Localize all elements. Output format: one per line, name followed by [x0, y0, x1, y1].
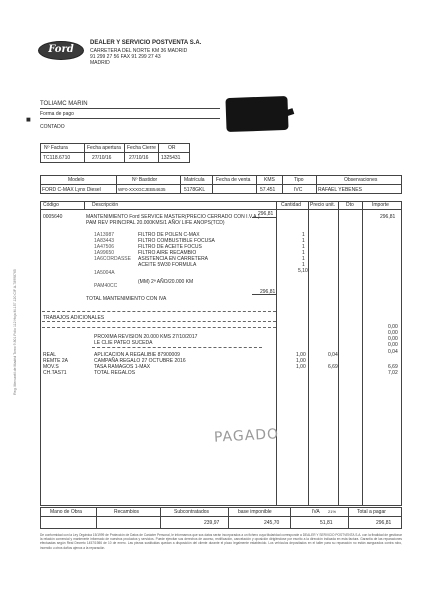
totals-header-base: base imponible: [238, 509, 272, 515]
part-row-code: 1A13987: [94, 232, 115, 238]
additional-item-desc: TOTAL REGALOS: [94, 370, 136, 376]
ford-logo: [38, 41, 84, 60]
meta-value-or: 1325431: [161, 155, 181, 161]
col-header-descripcion: Descripción: [92, 202, 119, 208]
part-row-code: 1A6CORDASSE: [94, 256, 131, 262]
totals-value-subcontratados: 239,97: [204, 520, 220, 526]
payment-label: Forma de pago: [40, 111, 74, 117]
additional-item-qty: 1,00: [296, 352, 306, 358]
ford-logo-text: Ford: [48, 44, 74, 55]
col-header-codigo: Código: [43, 202, 59, 208]
part-row-desc: ASISTENCIA EN CARRETERA: [138, 256, 209, 262]
additional-item-desc: TASA RAMAGOS 1-MAX: [94, 364, 151, 370]
vehicle-value-matricula: 5178GKL: [184, 187, 206, 193]
maintenance-total-label: TOTAL MANTENIMIENTO CON IVA: [86, 296, 167, 302]
additional-item-code: REMTE 2A: [43, 358, 69, 364]
meta-value-apertura: 27/10/16: [92, 155, 112, 161]
vehicle-value-bastidor: WF0-XXXGCJEB54635: [118, 187, 166, 192]
col-header-dto: Dto: [346, 202, 354, 208]
right-amount: 0,00: [388, 324, 398, 330]
col-header-precio: Precio unit.: [310, 202, 336, 208]
col-header-importe: Importe: [372, 202, 389, 208]
dealer-address-3: MADRID: [90, 60, 110, 66]
additional-item-code: MOV.S: [43, 364, 59, 370]
right-amount: 0,04: [388, 349, 398, 355]
right-amount: 0,00: [388, 330, 398, 336]
vehicle-header-observaciones: Observaciones: [344, 177, 378, 183]
part-row-qty: 5,10: [298, 268, 308, 274]
totals-iva-rate: 21%: [328, 509, 337, 514]
maintenance-note-desc: (MM) 2ª AÑO/20.000 KM: [138, 279, 194, 285]
dealer-header: [38, 38, 268, 74]
maintenance-code: 0005640: [43, 214, 63, 220]
part-row-qty: 1: [302, 262, 305, 268]
additional-title: TRABAJOS ADICIONALES: [43, 315, 105, 321]
meta-value-factura: TC118.6710: [43, 155, 71, 161]
part-row-desc: FILTRO DE ACEITE FOCUS: [138, 244, 202, 250]
footer-legal-text: De conformidad con la Ley Orgánica 15/1999 de Protección de Datos de Carácter Personal, le informamos que sus datos serán incorporados a un fichero cuya titularidad corresponde a DEALER Y SERVICIO POSTVENTA S.A. con la finalidad de gestionar la relación comercial y mantenerle informado de nuestros productos y servicios. Puede ejercitar sus derechos de acceso, rectificación, cancelación y oposición dirigiéndose por escrito a la dirección indicada en esta factura. Garantía de las reparaciones efectuadas según Real Decreto 1457/1986 de 10 de enero. Las piezas sustituidas quedan a disposición del cliente durante el plazo legalmente establecido. Los vehículos depositados en el taller para su reparación no están asegurados contra robo, incendio u otros daños ajenos a la reparación.: [40, 533, 402, 550]
part-row-desc: FILTRO AIRE RECAMBIO: [138, 250, 197, 256]
paid-stamp: PAGADO: [213, 426, 280, 446]
additional-item-amount: 6,69: [388, 364, 398, 370]
totals-header-total: Total a pagar: [357, 509, 386, 515]
maintenance-total-value: 296,81: [260, 289, 276, 295]
maintenance-title-price: 296,81: [258, 211, 274, 217]
totals-header-subcontratados: Subcontratados: [174, 509, 210, 515]
right-amount: 0,00: [388, 342, 398, 348]
client-name: TOLIAMC MARIN: [40, 101, 88, 107]
right-amount: 0,00: [388, 336, 398, 342]
meta-header-cierre: Fecha Cierre: [127, 145, 156, 151]
totals-header-recambios: Recambios: [114, 509, 140, 515]
additional-item-desc: CAMPAÑA REGALO 27 OCTUBRE 2016: [94, 358, 186, 364]
meta-header-apertura: Fecha apertura: [87, 145, 121, 151]
section-divider: [42, 327, 276, 328]
vehicle-header-kms: KMS: [264, 177, 275, 183]
vehicle-header-fecha-venta: Fecha de venta: [216, 177, 251, 183]
totals-value-iva: 51,81: [320, 520, 333, 526]
additional-item-qty: 1,00: [296, 358, 306, 364]
totals-header-mano-obra: Mano de Obra: [50, 509, 82, 515]
dealer-address-1: CARRETERA DEL NORTE KM 36 MADRID: [90, 48, 188, 54]
vehicle-value-tipo: IVC: [294, 187, 303, 193]
vehicle-header-modelo: Modelo: [68, 177, 85, 183]
vehicle-value-modelo: FORD C-MAX Lynx Diesel: [42, 187, 101, 193]
dealer-address-2: 91 299 27 56 FAX 91 299 27 43: [90, 54, 161, 60]
additional-line: PROXIMA REVISION 20.000 KMS 27/10/2017: [94, 334, 198, 340]
part-row-code: 1A5004A: [94, 270, 115, 276]
part-row-qty: 1: [302, 250, 305, 256]
part-row-code: 1A47506: [94, 244, 115, 250]
vehicle-value-observaciones: RAFAEL YEBENES: [318, 187, 362, 193]
part-row-desc: ACEITE 5W30 FORMULA: [138, 262, 197, 268]
part-row-desc: FILTRO COMBUSTIBLE FOCUSA: [138, 238, 215, 244]
meta-header-factura: Nº Factura: [44, 145, 68, 151]
section-divider: [42, 321, 276, 322]
maintenance-subtitle: PAM REV PRINCIPAL 20.000KMS/1 AÑO/ LIFE ANOPS(TCD): [86, 220, 225, 226]
additional-item-desc: APLICACION A REGALIBIE 87900009: [94, 352, 180, 358]
additional-item-price: 0,04: [328, 352, 338, 358]
section-divider: [42, 311, 276, 312]
totals-value-total: 296,81: [376, 520, 392, 526]
additional-item-code: REAL: [43, 352, 57, 358]
additional-line: LE CLIE PATEO SUCEDA: [94, 340, 153, 346]
part-row-code: 1A83443: [94, 238, 115, 244]
vehicle-header-matricula: Matrícula: [184, 177, 205, 183]
meta-value-cierre: 27/10/16: [129, 155, 149, 161]
vehicle-value-kms: 57.451: [260, 187, 276, 193]
maintenance-title: MANTENIMIENTO Ford SERVICE MASTER(PRECIO CERRADO CON I.V.A.): [86, 214, 260, 220]
totals-header-iva: IVA: [312, 509, 320, 515]
maintenance-title-amount: 296,81: [380, 214, 396, 220]
additional-item-price: 6,69: [328, 364, 338, 370]
col-header-cantidad: Cantidad: [281, 202, 302, 208]
additional-item-qty: 1,00: [296, 364, 306, 370]
vehicle-header-bastidor: Nº Bastidor: [132, 177, 158, 183]
side-marker: ■: [26, 115, 31, 124]
part-row-desc: FILTRO DE POLEN C-MAX: [138, 232, 200, 238]
part-row-code: 1A99650: [94, 250, 115, 256]
part-row-qty: 1: [302, 232, 305, 238]
dealer-name: DEALER Y SERVICIO POSTVENTA S.A.: [90, 40, 202, 46]
additional-item-code: CH.TAS71: [43, 370, 67, 376]
side-registry-text: Reg. Mercantil de Madrid Tomo 9.801 Folio 112 Hoja M-157.120 CIF A-78998765: [13, 269, 17, 395]
additional-item-amount: 7,02: [388, 370, 398, 376]
section-divider: [92, 347, 262, 348]
part-row-qty: 1: [302, 256, 305, 262]
payment-value: CONTADO: [40, 124, 65, 130]
vehicle-header-tipo: Tipo: [294, 177, 304, 183]
part-row-qty: 1: [302, 244, 305, 250]
totals-value-base: 245,70: [264, 520, 280, 526]
maintenance-note-code: PAM40CC: [94, 283, 118, 289]
meta-header-or: OR: [168, 145, 176, 151]
part-row-qty: 1: [302, 238, 305, 244]
